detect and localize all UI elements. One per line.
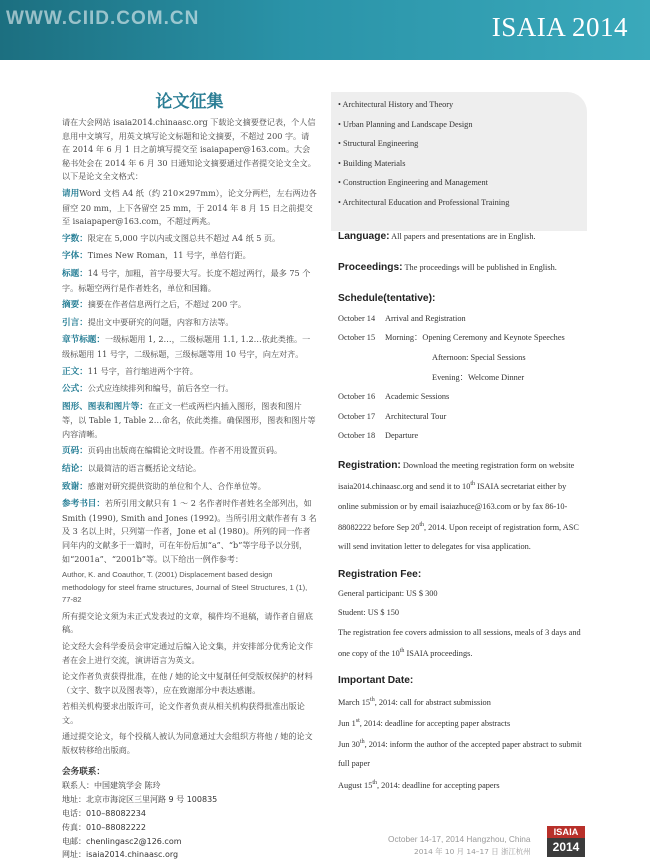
registration-text: Registration: Download the meeting registration form on website isaia2014.chinaasc.org and send it to 10th ISAIA secretariat either by online submission or by email isaiazhuce@163.com or by fax 86-10-88082222 before Sep 20th, 2014. Upon receipt of registration form, ASC will send invitation letter to delegates for visa application. <box>338 459 579 552</box>
format-item <box>62 462 317 477</box>
topic-item: • Architectural History and Theory <box>338 100 454 109</box>
format-item-text: 提出文中要研究的问题，内容和方法等。 <box>87 316 234 327</box>
bullet-icon: • <box>338 178 343 188</box>
format-item-label: 摘要： <box>62 300 88 311</box>
format-item-text: 限定在 5,000 字以内或文图总共不超过 A4 纸 5 页。 <box>87 232 281 243</box>
schedule-row <box>338 368 588 388</box>
contact-line: 电话：010–88082234 <box>62 809 146 819</box>
schedule-event: Arrival and Registration <box>385 313 466 323</box>
format-item <box>62 187 317 229</box>
contact-line: 联系人：中国建筑学会 陈玲 <box>62 781 161 791</box>
important-date: Jun 30th, 2014: inform the author of the accepted paper abstract to submit full paper <box>338 739 582 769</box>
dates-title: Important Date: <box>338 675 414 687</box>
format-item <box>62 382 317 397</box>
schedule-date <box>338 368 385 388</box>
schedule-row <box>338 407 588 427</box>
topic-item: • Building Materials <box>338 158 406 168</box>
format-item-text: 11 号字，首行缩进两个字符。 <box>87 365 198 376</box>
schedule-event: Academic Sessions <box>385 392 450 402</box>
important-date: Jun 1st, 2014: deadline for accepting paper abstracts <box>338 717 511 728</box>
format-item <box>62 444 317 459</box>
schedule-event: Architectural Tour <box>385 411 447 421</box>
note-paragraph: 论文经大会科学委员会审定通过后编入论文集，并安排部分优秀论文作者在会上进行交流，演讲语言为英文。 <box>62 640 313 665</box>
dates-list <box>338 691 588 795</box>
bullet-icon: • <box>338 158 343 168</box>
schedule-row <box>338 426 588 446</box>
note-paragraph: 通过提交论文，每个投稿人被认为同意通过大会组织方将他 / 她的论文版权转移给出版商。 <box>62 731 313 756</box>
schedule-row <box>338 387 588 407</box>
schedule-event: Afternoon: Special Sessions <box>432 352 526 362</box>
contact-line: 地址：北京市海淀区三里河路 9 号 100835 <box>62 795 218 805</box>
format-item <box>62 497 317 566</box>
format-item <box>62 365 317 380</box>
topic-item: • Urban Planning and Landscape Design <box>338 119 473 129</box>
note-paragraph: 论文作者负责获得批准，在他 / 她的论文中复制任何受版权保护的材料（文字、数字以及图表等），应在致谢部分中表达感谢。 <box>62 671 313 695</box>
fee-student: Student: US $ 150 <box>338 608 400 618</box>
language-line <box>338 227 588 246</box>
format-item-label: 参考书目： <box>62 499 105 510</box>
important-date: March 15th, 2014: call for abstract submission <box>338 696 491 707</box>
language-label: Language: <box>338 230 390 242</box>
topic-item: • Construction Engineering and Management <box>338 178 488 188</box>
schedule-list <box>338 309 588 446</box>
notes-list <box>62 610 317 758</box>
proceedings-text: The proceedings will be published in English. <box>404 262 557 272</box>
format-item-label: 页码： <box>62 446 88 457</box>
header-title: ISAIA 2014 <box>491 12 628 42</box>
format-item-label: 结论： <box>62 464 88 475</box>
schedule-date: October 14 <box>338 313 376 323</box>
format-item-label: 正文： <box>62 366 88 377</box>
watermark: WWW.CIID.COM.CN <box>6 8 200 29</box>
note-paragraph: 所有提交论文须为未正式发表过的文章，稿件均不退稿，请作者自留底稿。 <box>62 610 313 635</box>
intro-paragraph: 请在大会网站 isaia2014.chinaasc.org 下载论文摘要登记表，个人信息用中文填写，用英文填写论文标题和论文摘要，不超过 200 字。请在 2014 年 6 月 1 日之前填写提交至 isaiapaper@163.com。大会秘书处会在 2014 年 6 月 30 日通知论文摘要通过作者提交论文全文。以下是论文全文格式： <box>62 117 316 182</box>
format-item-text: Times New Roman，11 号字，单倍行距。 <box>87 250 251 261</box>
schedule-title: Schedule(tentative): <box>338 293 436 305</box>
language-text: All papers and presentations are in English. <box>391 231 536 241</box>
format-item-text: 摘要在作者信息两行之后，不超过 200 字。 <box>87 299 246 310</box>
format-item <box>62 400 317 442</box>
bullet-icon: • <box>338 100 343 109</box>
topic-item: • Architectural Education and Professional Training <box>338 197 510 207</box>
format-item-text: 在正文一栏或两栏内插入图形，图表和图片等，以 Table 1, Table 2…命名，依此类推。确保图形，图表和图片等内容清晰。 <box>62 400 316 439</box>
contact-title: 会务联系： <box>62 766 105 777</box>
format-item-label: 图形、图表和图片等： <box>62 401 148 412</box>
contact-line: 电邮：chenlingasc2@126.com <box>62 836 182 846</box>
registration-label: Registration: <box>338 459 401 471</box>
format-item <box>62 298 317 313</box>
schedule-row <box>338 309 588 329</box>
schedule-date <box>338 348 385 368</box>
format-item-text: 公式应连续排列和编号，前后各空一行。 <box>87 383 234 394</box>
section-title: 论文征集 <box>155 92 224 112</box>
fee-general: General participant: US $ 300 <box>338 588 438 598</box>
format-item <box>62 316 317 331</box>
format-item-text: 以最简洁的语言概括论文结论。 <box>87 463 202 474</box>
schedule-row <box>338 348 588 368</box>
proceedings-label: Proceedings: <box>338 261 403 273</box>
format-item-text: 14 号字，加粗，首字母要大写。长度不超过两行，最多 75 个字。标题空两行是作者姓名，单位和国籍。 <box>62 267 311 293</box>
format-item-label: 字数： <box>62 233 88 244</box>
schedule-date: October 17 <box>338 411 376 421</box>
format-list <box>62 187 317 566</box>
format-item-label: 公式： <box>62 384 88 395</box>
format-item-text: 若所引用文献只有 1 ～ 2 名作者时作者姓名全部列出，如 Smith (1990), Smith and Jones (1992)。当所引用文献作者有 3 名及 3 名以上时，只列第一作者，Jone et al (1980)。所列的同一作者同年内的文献多于一篇时，可在年份后加“a”、“b”等字母予以分别，如“2001a”、“2001b”等。以下给出一例作参考： <box>62 498 317 564</box>
bullet-icon: • <box>338 139 343 149</box>
contact-line: 网址：isaia2014.chinaasc.org <box>62 850 179 860</box>
format-item-text: 页码由出版商在编辑论文时设置。作者不用设置页码。 <box>87 445 283 456</box>
bullet-icon: • <box>338 119 343 129</box>
format-item-label: 致谢： <box>62 481 88 492</box>
contact-line: 传真：010–88082222 <box>62 822 146 832</box>
proceedings-line <box>338 258 588 277</box>
format-item-label: 引言： <box>62 317 88 328</box>
format-item <box>62 249 317 264</box>
schedule-event: Morning：Opening Ceremony and Keynote Speeches <box>385 333 565 343</box>
bullet-icon: • <box>338 197 343 207</box>
format-item <box>62 480 317 495</box>
info-column <box>338 95 588 795</box>
schedule-row <box>338 328 588 348</box>
note-paragraph: 若相关机构要求出版许可，论文作者负责从相关机构获得批准出版论文。 <box>62 701 305 725</box>
footer-english: October 14-17, 2014 Hangzhou, China <box>388 834 531 844</box>
isaia-logo: ISAIA 2014 <box>547 826 585 857</box>
format-item-text: 一级标题用 1, 2…，二级标题用 1.1, 1.2…依此类推。一级标题用 11 号字，二级标题，三级标题等用 10 号字，向左对齐。 <box>62 334 311 359</box>
schedule-event: Departure <box>385 431 419 441</box>
format-item <box>62 333 317 361</box>
schedule-date: October 15 <box>338 333 376 343</box>
fee-title: Registration Fee: <box>338 568 422 580</box>
schedule-date: October 18 <box>338 431 376 441</box>
topic-list <box>338 95 588 213</box>
call-for-papers-column <box>62 92 317 862</box>
schedule-event: Evening：Welcome Dinner <box>432 372 525 382</box>
format-item-label: 章节标题： <box>62 335 105 346</box>
format-item-text: Word 文档 A4 纸（约 210×297mm），论文分两栏，左右两边各留空 20 mm，上下各留空 25 mm，于 2014 年 8 月 15 日之前提交至 isaiapaper@163.com，不超过两兆。 <box>62 187 317 227</box>
footer-chinese: 2014 年 10 月 14–17 日 浙江杭州 <box>414 847 531 856</box>
important-date: August 15th, 2014: deadline for accepting papers <box>338 779 500 790</box>
topic-item: • Structural Engineering <box>338 139 419 149</box>
reference-example: Author, K. and Coauthor, T. (2001) Displacement based design methodology for steel frame structures, Journal of Steel Structures, 1 (1), 77-82 <box>62 570 308 605</box>
format-item-label: 请用 <box>62 188 80 199</box>
format-item-label: 标题： <box>62 268 88 279</box>
format-item <box>62 267 317 295</box>
schedule-date: October 16 <box>338 392 376 402</box>
header-banner <box>0 0 650 60</box>
format-item-label: 字体： <box>62 251 88 262</box>
fee-note: The registration fee covers admission to all sessions, meals of 3 days and one copy of the 10th ISAIA proceedings. <box>338 627 581 658</box>
format-item-text: 感谢对研究提供资助的单位和个人、合作单位等。 <box>87 480 266 491</box>
format-item <box>62 232 317 247</box>
contact-block <box>62 766 317 862</box>
